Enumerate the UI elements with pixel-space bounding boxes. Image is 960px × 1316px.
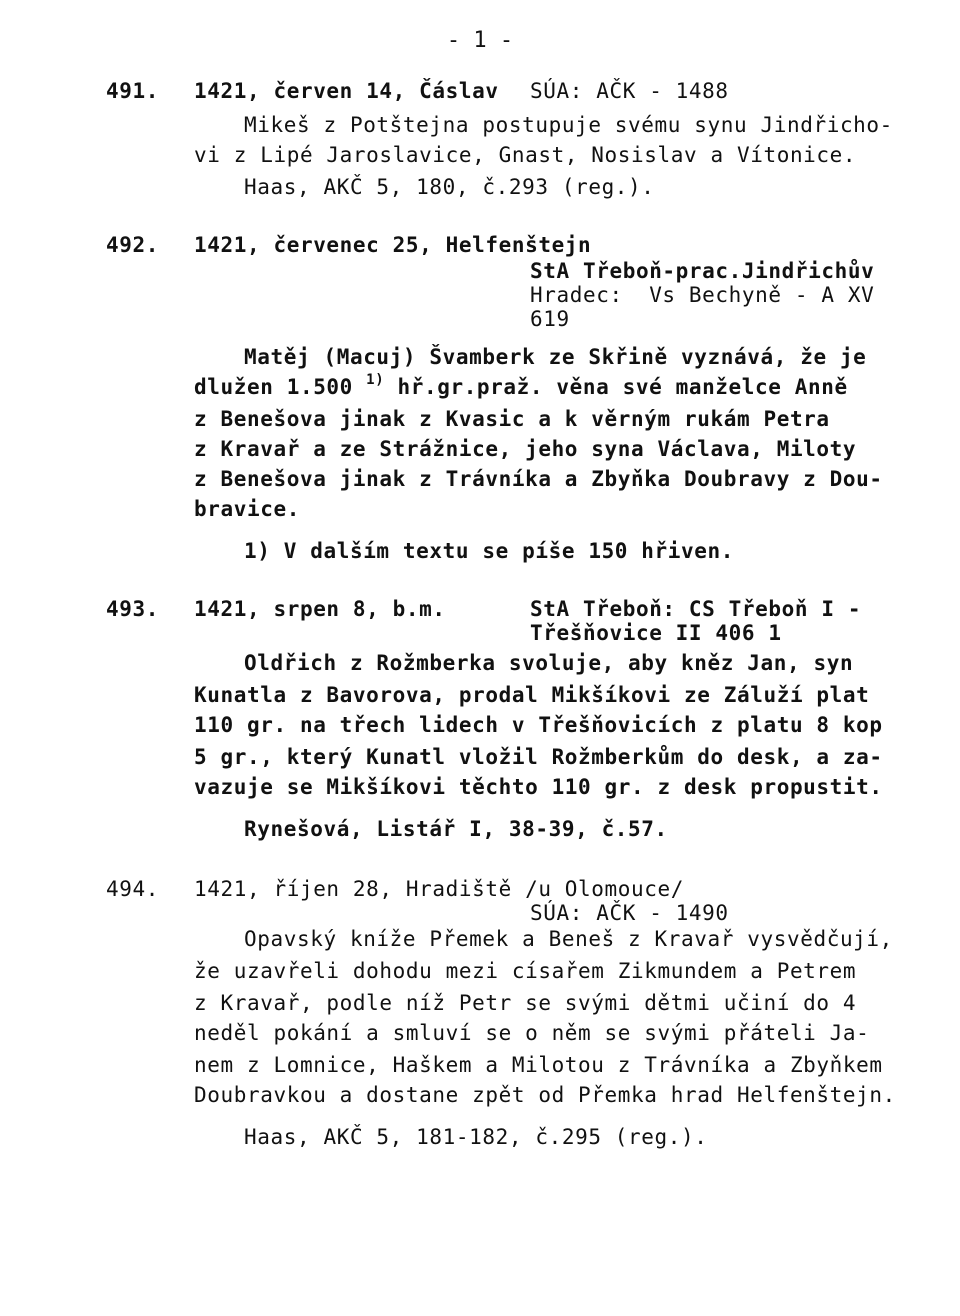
entry-source: SÚA: AČK - 1488	[530, 79, 729, 103]
entry-text-line: vazuje se Mikšíkovi těchto 110 gr. z desk propustit.	[194, 775, 883, 799]
entry-citation: Rynešová, Listář I, 38-39, č.57.	[244, 817, 668, 841]
entry-text-fragment: hř.gr.praž. věna své manželce Anně	[384, 375, 848, 399]
entry-citation: Haas, AKČ 5, 180, č.293 (reg.).	[244, 175, 655, 199]
entry-header: 1421, červen 14, Čáslav	[194, 79, 499, 103]
entry-source: Hradec: Vs Bechyně - A XV	[530, 283, 875, 307]
entry-text-line: 110 gr. na třech lidech v Třešňovicích z platu 8 kop	[194, 713, 883, 737]
entry-text-line: Oldřich z Rožmberka svoluje, aby kněz Jan, syn	[244, 651, 854, 675]
entry-header: 1421, říjen 28, Hradiště /u Olomouce/	[194, 877, 684, 901]
entry-text-line: Mikeš z Potštejna postupuje svému synu Jindřicho-	[244, 113, 893, 137]
footnote-marker: 1)	[366, 372, 385, 388]
entry-text-line: Doubravkou a dostane zpět od Přemka hrad Helfenštejn.	[194, 1083, 896, 1107]
entry-text-line: z Benešova jinak z Trávníka a Zbyňka Doubravy z Dou-	[194, 467, 883, 491]
entry-number: 494.	[106, 877, 159, 901]
entry-text-line	[194, 374, 848, 403]
entry-text-line: Opavský kníže Přemek a Beneš z Kravař vysvědčují,	[244, 927, 893, 951]
entry-number: 493.	[106, 597, 159, 621]
entry-header: 1421, srpen 8, b.m.	[194, 597, 446, 621]
entry-text-line: Kunatla z Bavorova, prodal Mikšíkovi ze Záluží plat	[194, 683, 870, 707]
entry-source: 619	[530, 307, 570, 331]
entry-header: 1421, červenec 25, Helfenštejn	[194, 233, 592, 257]
page-number: - 1 -	[446, 28, 514, 53]
entry-source: SÚA: AČK - 1490	[530, 901, 729, 925]
entry-text-line: neděl pokání a smluví se o něm se svými přáteli Ja-	[194, 1021, 870, 1045]
entry-text-line: bravice.	[194, 497, 300, 521]
entry-number: 492.	[106, 233, 159, 257]
entry-source: Třešňovice II 406 1	[530, 621, 782, 645]
footnote: 1) V dalším textu se píše 150 hřiven.	[244, 539, 734, 563]
entry-citation: Haas, AKČ 5, 181-182, č.295 (reg.).	[244, 1125, 708, 1149]
entry-text-line: nem z Lomnice, Haškem a Milotou z Trávníka a Zbyňkem	[194, 1053, 883, 1077]
entry-text-line: z Benešova jinak z Kvasic a k věrným rukám Petra	[194, 407, 830, 431]
entry-source: StA Třeboň-prac.Jindřichův	[530, 259, 875, 283]
entry-text-line: vi z Lipé Jaroslavice, Gnast, Nosislav a Vítonice.	[194, 143, 857, 167]
entry-text-line: že uzavřeli dohodu mezi císařem Zikmundem a Petrem	[194, 959, 857, 983]
entry-text-line: Matěj (Macuj) Švamberk ze Skřině vyznává, že je	[244, 345, 867, 369]
entry-number: 491.	[106, 79, 159, 103]
entry-text-fragment: dlužen 1.500	[194, 375, 353, 399]
entry-text-line: 5 gr., který Kunatl vložil Rožmberkům do desk, a za-	[194, 745, 883, 769]
entry-text-line: z Kravař a ze Strážnice, jeho syna Václava, Miloty	[194, 437, 857, 461]
entry-source: StA Třeboň: CS Třeboň I -	[530, 597, 862, 621]
entry-text-line: z Kravař, podle níž Petr se svými dětmi učiní do 4	[194, 991, 857, 1015]
